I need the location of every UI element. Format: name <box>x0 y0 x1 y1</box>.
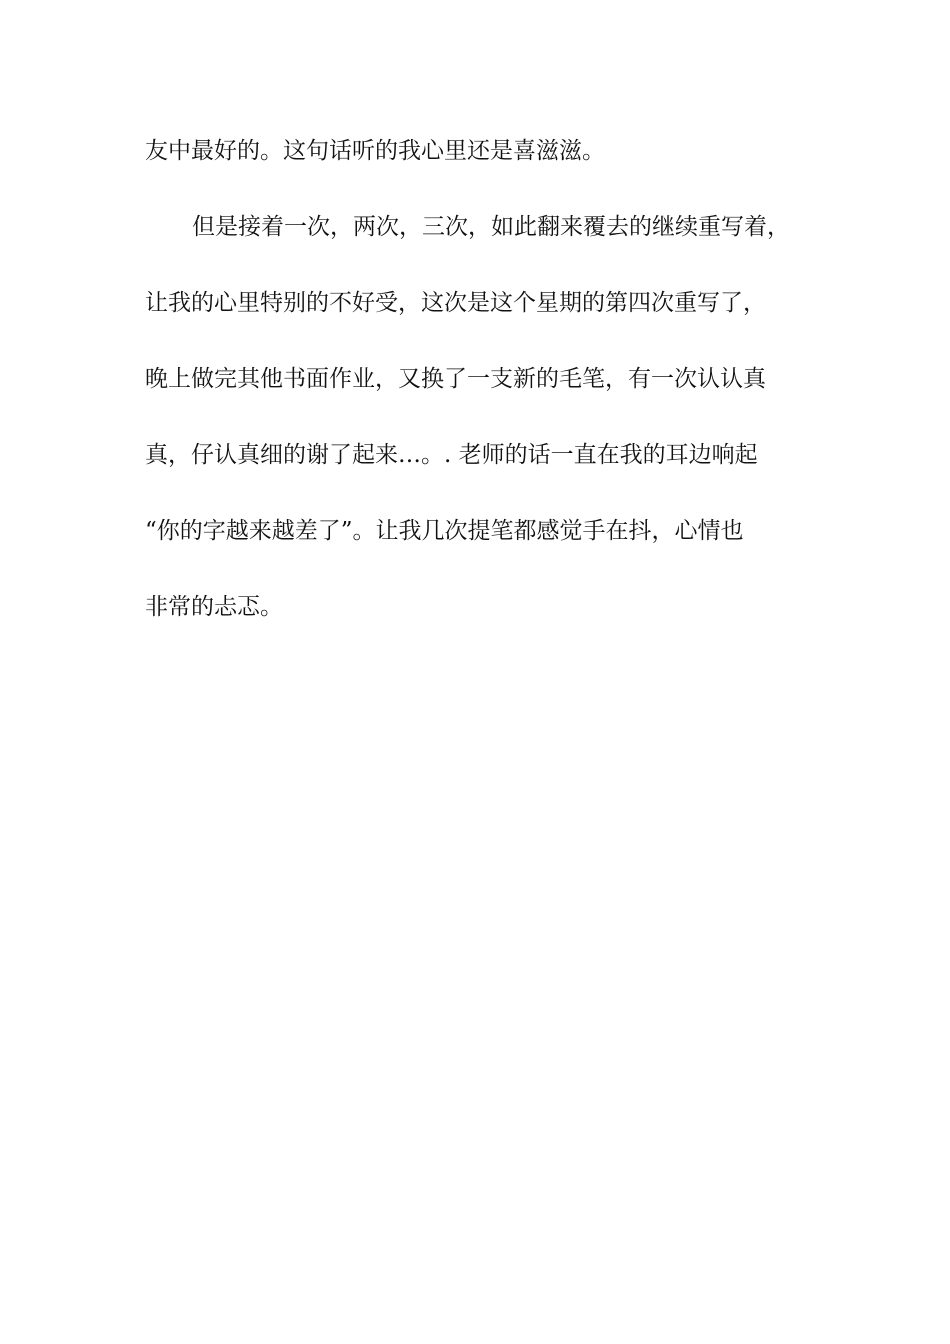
text-line-6: “你的字越来越差了”。让我几次提笔都感觉手在抖，心情也 <box>145 518 744 544</box>
body-text <box>145 127 825 659</box>
text-line-4: 晚上做完其他书面作业，又换了一支新的毛笔，有一次认认真 <box>145 366 766 392</box>
text-line-3: 让我的心里特别的不好受，这次是这个星期的第四次重写了， <box>145 290 766 316</box>
text-line-1: 友中最好的。这句话听的我心里还是喜滋滋。 <box>145 138 605 164</box>
text-line-5: 真，仔认真细的谢了起来…。. 老师的话一直在我的耳边响起 <box>145 442 758 468</box>
text-line-2-paragraph-start: 但是接着一次，两次，三次，如此翻来覆去的继续重写着， <box>192 214 790 240</box>
text-line-7: 非常的忐忑。 <box>145 594 283 620</box>
